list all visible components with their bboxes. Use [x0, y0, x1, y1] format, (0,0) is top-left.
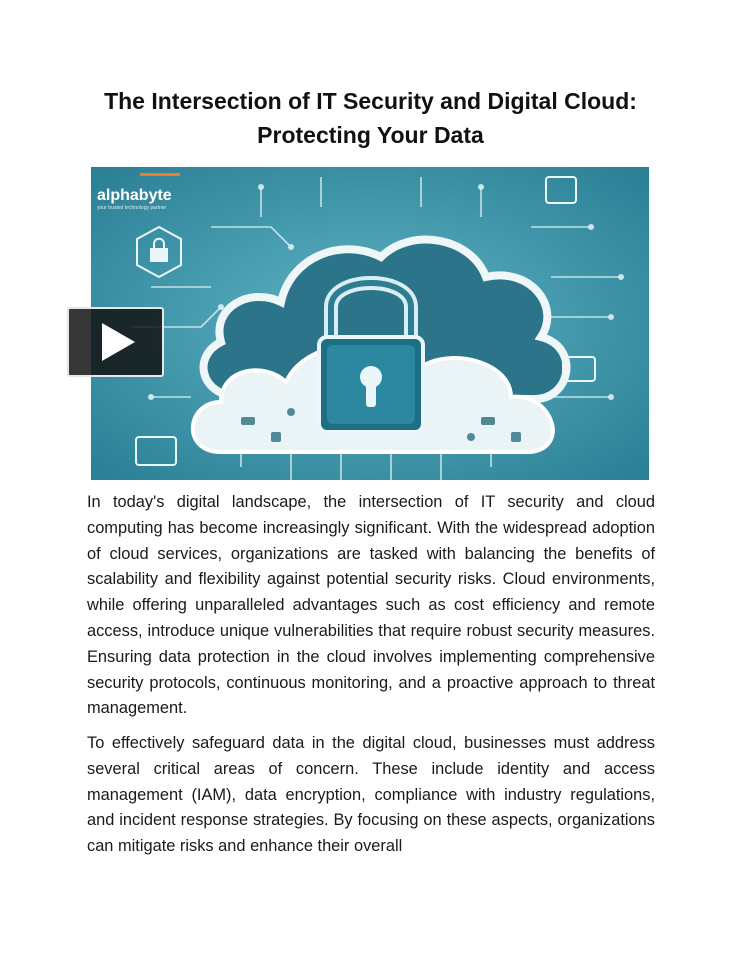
- hero-image: [91, 167, 649, 480]
- page-title: The Intersection of IT Security and Digital Cloud: Protecting Your Data: [104, 88, 637, 148]
- logo: alphabyte: [97, 187, 172, 204]
- play-button[interactable]: [67, 307, 164, 377]
- play-icon: [69, 309, 162, 375]
- paragraph-2: To effectively safeguard data in the digital cloud, businesses must address several critical areas of concern. These include identity and access management (IAM), data encryption, compliance with industry regulations, and incident response strategies. By focusing on these aspects, organizations can mitigate risks and enhance their overall: [87, 734, 655, 856]
- cloud-security-illustration: [91, 167, 649, 480]
- logo-tagline: your trusted technology partner: [97, 205, 167, 211]
- paragraph-1: In today's digital landscape, the intersection of IT security and cloud computing has become increasingly significant. With the widespread adoption of cloud services, organizations are tasked with balancing the benefits of scalability and flexibility against potential security risks. Cloud environments, while offering unparalleled advantages such as cost efficiency and remote access, introduce unique vulnerabilities that require robust security measures. Ensuring data protection in the cloud involves implementing comprehensive security protocols, continuous monitoring, and a proactive approach to threat management.: [87, 493, 655, 718]
